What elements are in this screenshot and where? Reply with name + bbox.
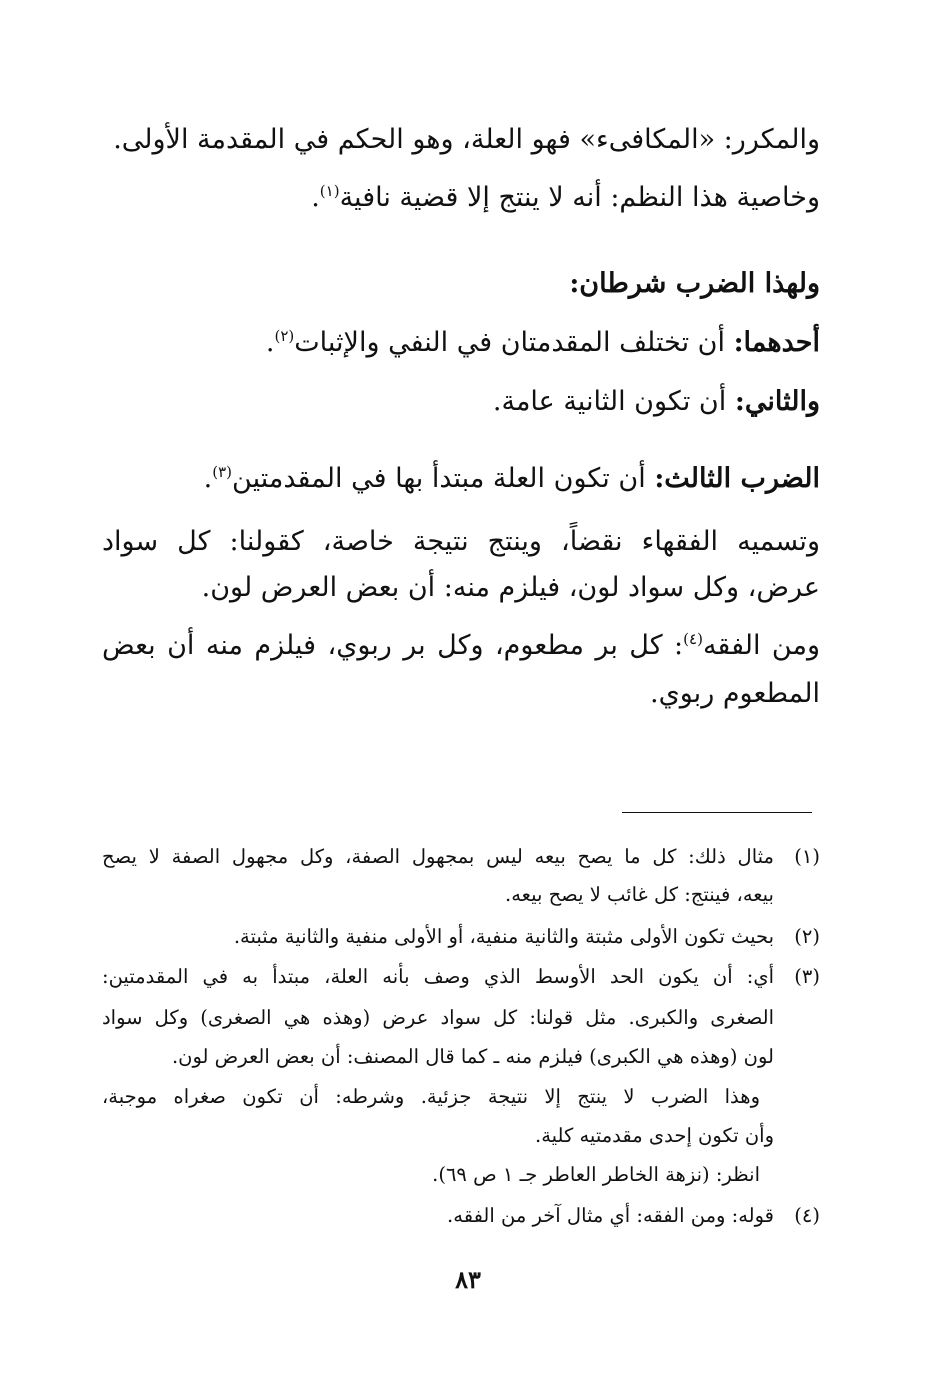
body-text: أن تكون العلة مبتدأ بها في المقدمتين	[232, 463, 655, 494]
body-line-1	[113, 120, 820, 160]
body-text: .	[265, 327, 275, 358]
footnote-3-line-5: وأن تكون إحدى مقدمتيه كلية.	[535, 1124, 774, 1147]
body-text: والمكرر: «المكافىء» فهو العلة، وهو الحكم في المقدمة الأولى.	[113, 124, 820, 155]
body-text: .	[203, 463, 213, 494]
run-in-heading: والثاني:	[734, 386, 820, 417]
body-text: أن تختلف المقدمتان في النفي والإثبات	[294, 327, 734, 358]
body-line-5	[493, 382, 820, 422]
footnote-3-line-2: الصغرى والكبرى. مثل قولنا: كل سواد عرض (وهذه هي الصغرى) وكل سواد	[102, 1006, 774, 1029]
body-line-7	[102, 522, 820, 562]
body-line-10	[650, 674, 820, 714]
footnote-ref-2[interactable]: (٢)	[274, 327, 295, 345]
body-line-8	[202, 568, 820, 608]
footnote-2-line-1: بحيث تكون الأولى مثبتة والثانية منفية، أو الأولى منفية والثانية مثبتة.	[233, 925, 774, 948]
body-text: وتسميه الفقهاء نقضاً، وينتج نتيجة خاصة، كقولنا: كل سواد	[102, 526, 820, 557]
footnote-3-line-1: أي: أن يكون الحد الأوسط الذي وصف بأنه العلة، مبتدأ به في المقدمتين:	[102, 965, 774, 988]
footnote-3-citation: انظر: (نزهة الخاطر العاطر جـ ١ ص ٦٩).	[432, 1163, 760, 1186]
footnote-1-line-2: بيعه، فينتج: كل غائب لا يصح بيعه.	[505, 883, 774, 906]
body-text: عرض، وكل سواد لون، فيلزم منه: أن بعض العرض لون.	[201, 572, 820, 603]
footnote-ref-4[interactable]: (٤)	[683, 630, 703, 648]
heading-text: ولهذا الضرب شرطان:	[569, 268, 820, 299]
footnote-number-3: (٣)	[794, 965, 820, 988]
footnote-3-line-4: وهذا الضرب لا ينتج إلا نتيجة جزئية. وشرطه: أن تكون صغراه موجبة،	[102, 1085, 760, 1108]
body-text: .	[311, 182, 320, 213]
footnote-4-line-1: قوله: ومن الفقه: أي مثال آخر من الفقه.	[447, 1204, 774, 1227]
body-line-4	[266, 323, 820, 363]
run-in-heading: أحدهما:	[733, 327, 820, 358]
run-in-heading: الضرب الثالث:	[654, 463, 820, 494]
footnote-number-2: (٢)	[794, 925, 820, 948]
footnote-number-1: (١)	[794, 845, 820, 868]
page-number: ٨٣	[455, 1265, 481, 1294]
body-line-2	[311, 178, 820, 218]
footnote-separator	[622, 812, 812, 813]
footnote-ref-1[interactable]: (١)	[319, 182, 340, 200]
body-line-6	[204, 459, 820, 499]
footnote-number-4: (٤)	[794, 1204, 820, 1227]
footnote-ref-3[interactable]: (٣)	[212, 463, 233, 481]
footnote-1-line-1: مثال ذلك: كل ما يصح بيعه ليس بمجهول الصفة، وكل مجهول الصفة لا يصح	[102, 845, 774, 868]
body-text: : كل بر مطعوم، وكل بر ربوي، فيلزم منه أن بعض	[102, 630, 684, 661]
body-text: وخاصية هذا النظم: أنه لا ينتج إلا قضية نافية	[339, 182, 820, 213]
body-text: أن تكون الثانية عامة.	[492, 386, 735, 417]
body-text: ومن الفقه	[702, 630, 820, 661]
body-text: المطعوم ربوي.	[650, 678, 820, 709]
footnote-3-line-3: لون (وهذه هي الكبرى) فيلزم منه ـ كما قال المصنف: أن بعض العرض لون.	[171, 1045, 774, 1068]
section-heading-conditions	[569, 264, 820, 304]
body-line-9	[102, 626, 820, 666]
